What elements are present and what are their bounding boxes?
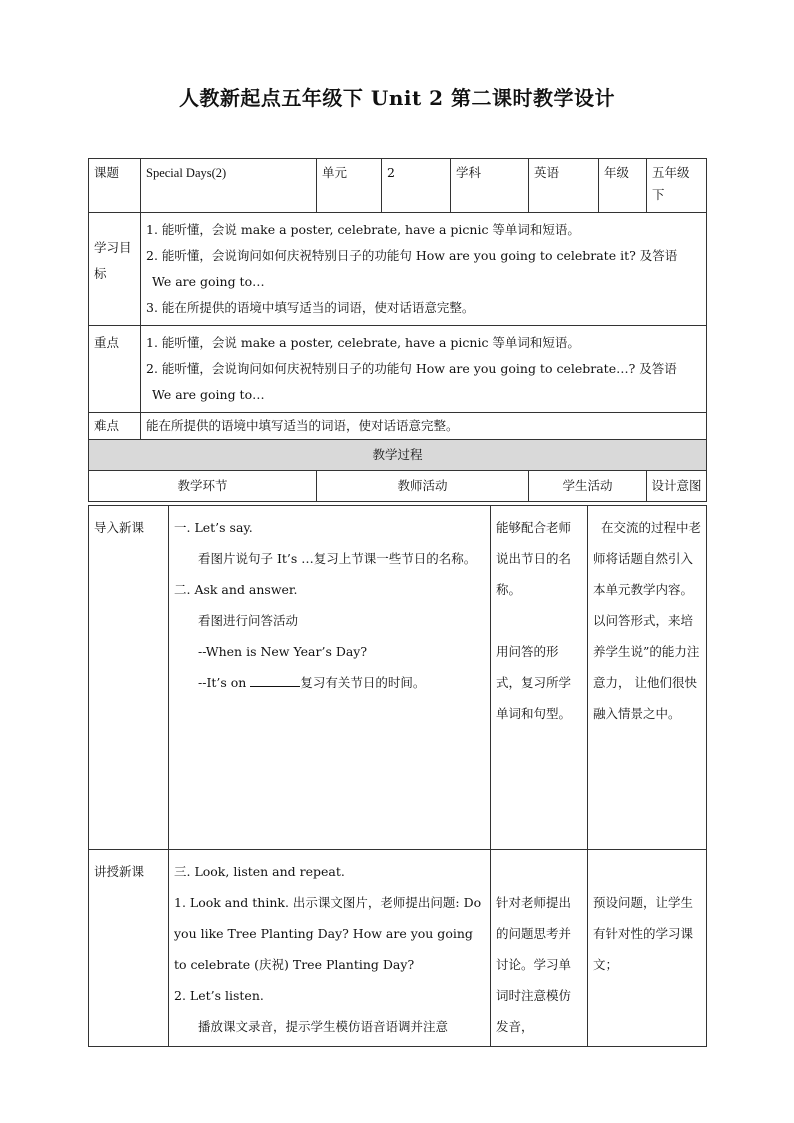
key-points-content	[141, 326, 707, 413]
intro-stage: 导入新课	[89, 506, 169, 850]
process-heading-row	[89, 440, 707, 471]
student-activity: 用问答的形式，复习所学单词和句型。	[496, 644, 572, 721]
header-intent: 设计意图	[647, 471, 707, 502]
teacher-step	[174, 667, 485, 698]
design-intent: 预设问题，让学生有针对性的学习课文；	[593, 895, 694, 972]
objective-item: 1. 能听懂，会说 make a poster, celebrate, have a picnic 等单词和短语。	[146, 222, 580, 237]
difficulty-label: 难点	[89, 413, 141, 440]
key-point-item: 2. 能听懂，会说询问如何庆祝特别日子的功能句 How are you going to celebrate…? 及答语	[146, 361, 677, 376]
student-activity: 针对老师提出的问题思考并讨论。学习单词时注意模仿发音，	[496, 895, 572, 1034]
objective-item: 3. 能在所提供的语境中填写适当的词语，使对话语意完整。	[146, 300, 475, 315]
header-student: 学生活动	[529, 471, 647, 502]
intro-intent	[588, 506, 707, 850]
teacher-step: 二. Ask and answer.	[174, 582, 298, 597]
topic-value: Special Days(2)	[141, 159, 317, 213]
design-intent: 在交流的过程中老师将话题自然引入本单元教学内容。	[593, 520, 702, 597]
teacher-step: 看图片说句子 It’s …复习上节课一些节日的名称。	[198, 551, 477, 566]
teacher-step: 1. Look and think. 出示课文图片，老师提出问题: Do you like Tree Planting Day? How are you going to celebrate (庆祝) Tree Planting Day?	[174, 895, 482, 972]
teach-student	[491, 850, 588, 1047]
student-activity: 能够配合老师说出节日的名称。	[496, 520, 572, 597]
key-point-item: We are going to…	[152, 387, 265, 402]
teach-stage: 讲授新课	[89, 850, 169, 1047]
intro-teacher	[169, 506, 491, 850]
teacher-step: 看图进行问答活动	[198, 613, 299, 628]
key-points-row	[89, 326, 707, 413]
lesson-plan-table	[88, 158, 707, 502]
subject-label: 学科	[451, 159, 529, 213]
teacher-step: 一. Let’s say.	[174, 520, 253, 535]
subject-value: 英语	[529, 159, 599, 213]
document-title: 人教新起点五年级下 Unit 2 第二课时教学设计	[178, 86, 616, 110]
teach-teacher	[169, 850, 491, 1047]
objectives-label: 学习目标	[89, 213, 141, 326]
design-intent: 以问答形式，来培养学生说”的能力注意力， 让他们很快融入情景之中。	[593, 613, 700, 721]
intro-row	[89, 506, 707, 850]
header-stage: 教学环节	[89, 471, 317, 502]
grade-value: 五年级下	[647, 159, 707, 213]
key-point-item: 1. 能听懂，会说 make a poster, celebrate, have a picnic 等单词和短语。	[146, 335, 580, 350]
unit-value: 2	[382, 159, 451, 213]
teacher-step: 播放课文录音，提示学生模仿语音语调并注意	[198, 1019, 449, 1034]
unit-label: 单元	[317, 159, 382, 213]
grade-label: 年级	[599, 159, 647, 213]
objective-item: We are going to…	[152, 274, 265, 289]
difficulty-text: 能在所提供的语境中填写适当的词语，使对话语意完整。	[141, 413, 707, 440]
teacher-step: 三. Look, listen and repeat.	[174, 864, 345, 879]
teach-intent	[588, 850, 707, 1047]
teacher-note: 复习有关节日的时间。	[300, 675, 426, 690]
process-table	[88, 505, 707, 1047]
answer-prompt: --It’s on	[198, 675, 247, 690]
header-teacher: 教师活动	[317, 471, 529, 502]
process-header-row	[89, 471, 707, 502]
objectives-content	[141, 213, 707, 326]
objectives-row	[89, 213, 707, 326]
teacher-step: 2. Let’s listen.	[174, 988, 264, 1003]
topic-label: 课题	[89, 159, 141, 213]
difficulty-row	[89, 413, 707, 440]
answer-blank	[250, 672, 300, 687]
teach-row	[89, 850, 707, 1047]
key-points-label: 重点	[89, 326, 141, 413]
info-row	[89, 159, 707, 213]
intro-student	[491, 506, 588, 850]
objective-item: 2. 能听懂，会说询问如何庆祝特别日子的功能句 How are you going to celebrate it? 及答语	[146, 248, 678, 263]
process-heading: 教学过程	[89, 440, 707, 471]
teacher-step: --When is New Year’s Day?	[198, 644, 368, 659]
